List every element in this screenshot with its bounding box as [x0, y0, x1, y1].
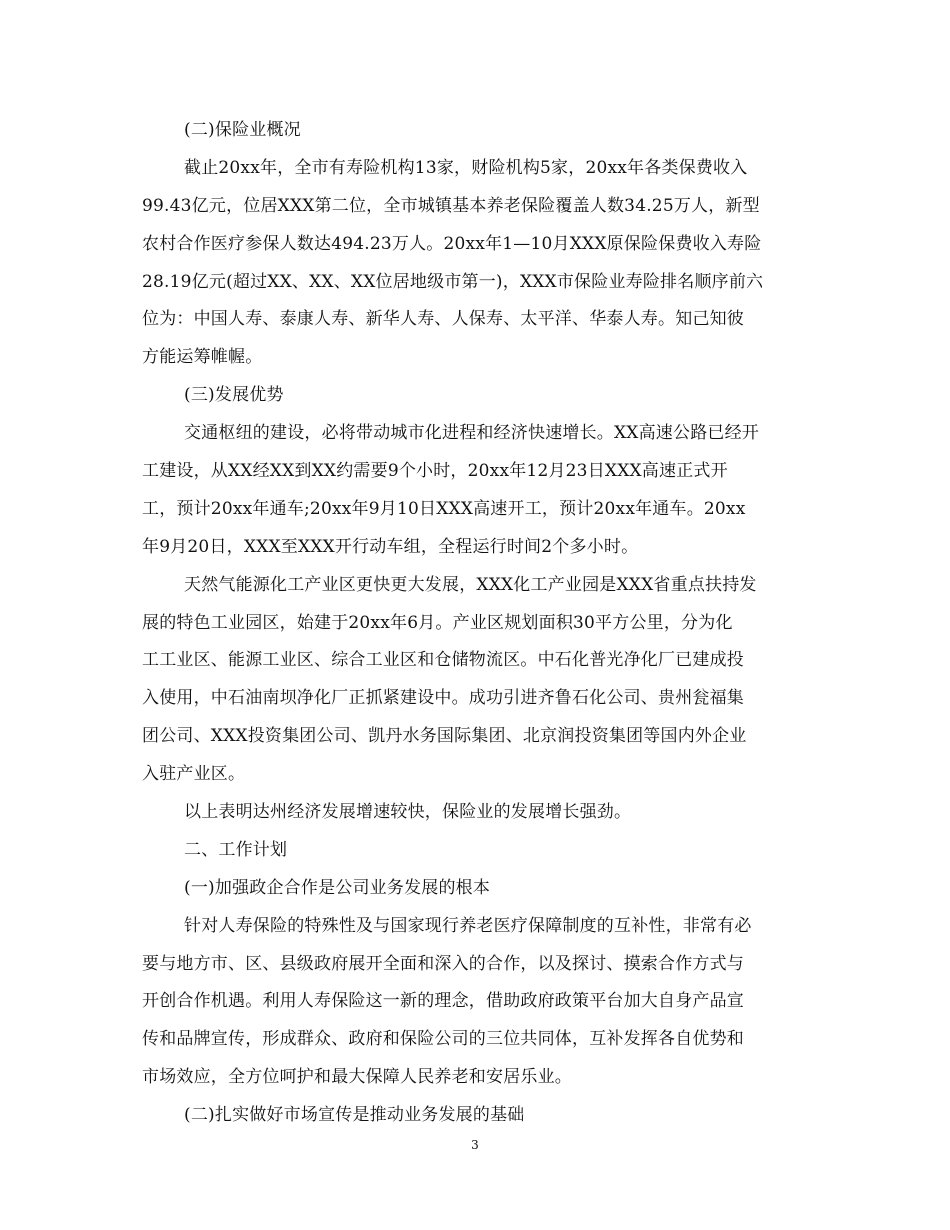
paragraph-line: 入使用，中石油南坝净化厂正抓紧建设中。成功引进齐鲁石化公司、贵州瓮福集	[142, 688, 744, 709]
paragraph-line: 传和品牌宣传，形成群众、政府和保险公司的三位共同体，互补发挥各自优势和	[142, 1029, 744, 1050]
section-heading: (二)扎实做好市场宣传是推动业务发展的基础	[184, 1105, 525, 1126]
paragraph-line: 交通枢纽的建设，必将带动城市化进程和经济快速增长。XX高速公路已经开	[184, 423, 760, 444]
paragraph-line: 天然气能源化工产业区更快更大发展，XXX化工产业园是XXX省重点扶持发	[184, 574, 757, 595]
paragraph-line: 工建设，从XX经XX到XX约需要9个小时，20xx年12月23日XXX高速正式开	[142, 461, 728, 482]
paragraph-line: 针对人寿保险的特殊性及与国家现行养老医疗保障制度的互补性，非常有必	[184, 915, 752, 936]
paragraph-line: 工，预计20xx年通车;20xx年9月10日XXX高速开工，预计20xx年通车。20xx	[142, 498, 746, 519]
section-heading: 二、工作计划	[184, 839, 288, 860]
paragraph-line: 农村合作医疗参保人数达494.23万人。20xx年1—10月XXX原保险保费收入寿险	[142, 233, 762, 254]
section-heading: (一)加强政企合作是公司业务发展的根本	[184, 877, 491, 898]
paragraph-line: 市场效应，全方位呵护和最大保障人民养老和安居乐业。	[142, 1067, 572, 1088]
paragraph-line: 截止20xx年，全市有寿险机构13家，财险机构5家，20xx年各类保费收入	[184, 157, 748, 178]
paragraph-line: 团公司、XXX投资集团公司、凯丹水务国际集团、北京润投资集团等国内外企业	[142, 726, 747, 747]
paragraph-line: 工工业区、能源工业区、综合工业区和仓储物流区。中石化普光净化厂已建成投	[142, 650, 744, 671]
paragraph-line: 位为：中国人寿、泰康人寿、新华人寿、人保寿、太平洋、华泰人寿。知己知彼	[142, 309, 744, 330]
page-number: 3	[471, 1138, 479, 1152]
paragraph-line: 年9月20日，XXX至XXX开行动车组，全程运行时间2个多小时。	[142, 536, 639, 557]
paragraph-line: 展的特色工业园区，始建于20xx年6月。产业区规划面积30平方公里，分为化	[142, 612, 733, 633]
paragraph-line: 以上表明达州经济发展增速较快，保险业的发展增长强劲。	[184, 802, 632, 823]
paragraph-line: 要与地方市、区、县级政府展开全面和深入的合作，以及探讨、摸索合作方式与	[142, 953, 744, 974]
paragraph-line: 方能运筹帷幄。	[142, 347, 263, 368]
paragraph-line: 入驻产业区。	[142, 764, 246, 785]
document-body	[142, 112, 822, 1135]
paragraph-line: 28.19亿元(超过XX、XX、XX位居地级市第一)，XXX市保险业寿险排名顺序前六	[142, 271, 764, 292]
paragraph-line: 开创合作机遇。利用人寿保险这一新的理念，借助政府政策平台加大自身产品宣	[142, 991, 744, 1012]
paragraph-line: 99.43亿元，位居XXX第二位，全市城镇基本养老保险覆盖人数34.25万人，新型	[142, 195, 760, 216]
section-heading: (三)发展优势	[184, 385, 284, 406]
section-heading: (二)保险业概况	[184, 120, 301, 140]
